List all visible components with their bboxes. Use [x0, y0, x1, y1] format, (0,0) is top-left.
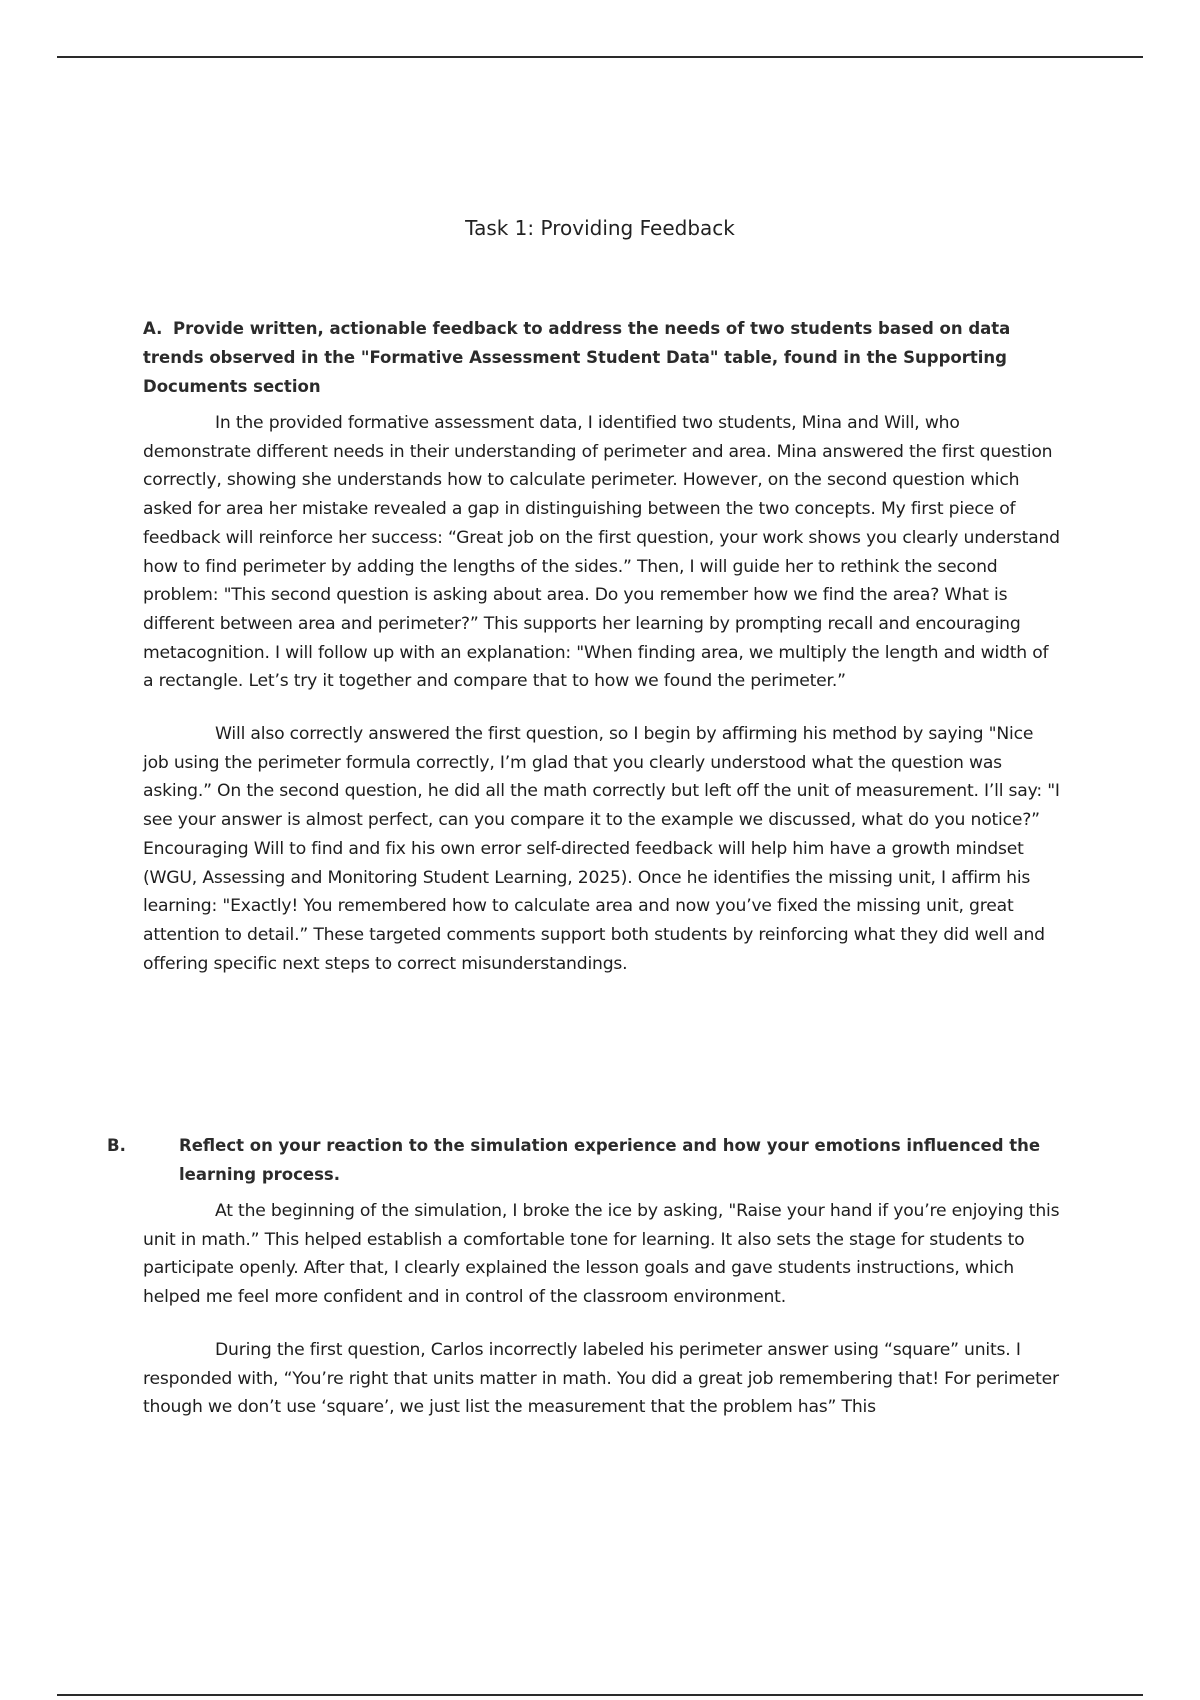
- section-b-marker: B.: [107, 1136, 126, 1155]
- section-a-heading: [143, 314, 1063, 401]
- section-a-paragraph: Will also correctly answered the first question, so I begin by affirming his method by saying "Nice job using the perimeter formula correctly, I’m glad that you clearly understood what the question was asking.” On the second question, he did all the math correctly but left off the unit of measurement. I’ll say: "I see your answer is almost perfect, can you compare it to the example we discussed, what do you notice?” Encouraging Will to find and fix his own error self-directed feedback will help him have a growth mindset (WGU, Assessing and Monitoring Student Learning, 2025). Once he identifies the missing unit, I affirm his learning: "Exactly! You remembered how to calculate area and now you’ve fixed the missing unit, great attention to detail.” These targeted comments support both students by reinforcing what they did well and offering specific next steps to correct misunderstandings.: [143, 724, 1060, 974]
- section-b-paragraph: At the beginning of the simulation, I broke the ice by asking, "Raise your hand if you’re enjoying this unit in math.” This helped establish a comfortable tone for learning. It also sets the stage for students to participate openly. After that, I clearly explained the lesson goals and gave students instructions, which helped me feel more confident and in control of the classroom environment.: [143, 1201, 1060, 1308]
- bottom-rule: [57, 1694, 1143, 1696]
- top-rule: [57, 56, 1143, 58]
- section-b-paragraph: During the first question, Carlos incorrectly labeled his perimeter answer using “square” units. I responded with, “You’re right that units matter in math. You did a great job remembering that! For perimeter though we don’t use ‘square’, we just list the measurement that the problem has” This: [143, 1339, 1059, 1418]
- section-a-heading-text: Provide written, actionable feedback to address the needs of two students based on data trends observed in the "Formative Assessment Student Data" table, found in the Supporting Documents section: [143, 319, 1011, 396]
- section-b-heading-text: Reflect on your reaction to the simulation experience and how your emotions influenced the learning process.: [179, 1136, 1041, 1184]
- section-b-heading: [107, 1131, 1063, 1189]
- page-title: Task 1: Providing Feedback: [465, 216, 735, 240]
- section-b: [107, 1131, 1063, 1422]
- section-a-paragraph: In the provided formative assessment data, I identified two students, Mina and Will, who demonstrate different needs in their understanding of perimeter and area. Mina answered the first question correctly, showing she understands how to calculate perimeter. However, on the second question which asked for area her mistake revealed a gap in distinguishing between the two concepts. My first piece of feedback will reinforce her success: “Great job on the first question, your work shows you clearly understand how to find perimeter by adding the lengths of the sides.” Then, I will guide her to rethink the second problem: "This second question is asking about area. Do you remember how we find the area? What is different between area and perimeter?” This supports her learning by prompting recall and encouraging metacognition. I will follow up with an explanation: "When finding area, we multiply the length and width of a rectangle. Let’s try it together and compare that to how we found the perimeter.”: [143, 413, 1060, 692]
- section-a-marker: A.: [143, 319, 163, 338]
- section-a: [143, 314, 1063, 978]
